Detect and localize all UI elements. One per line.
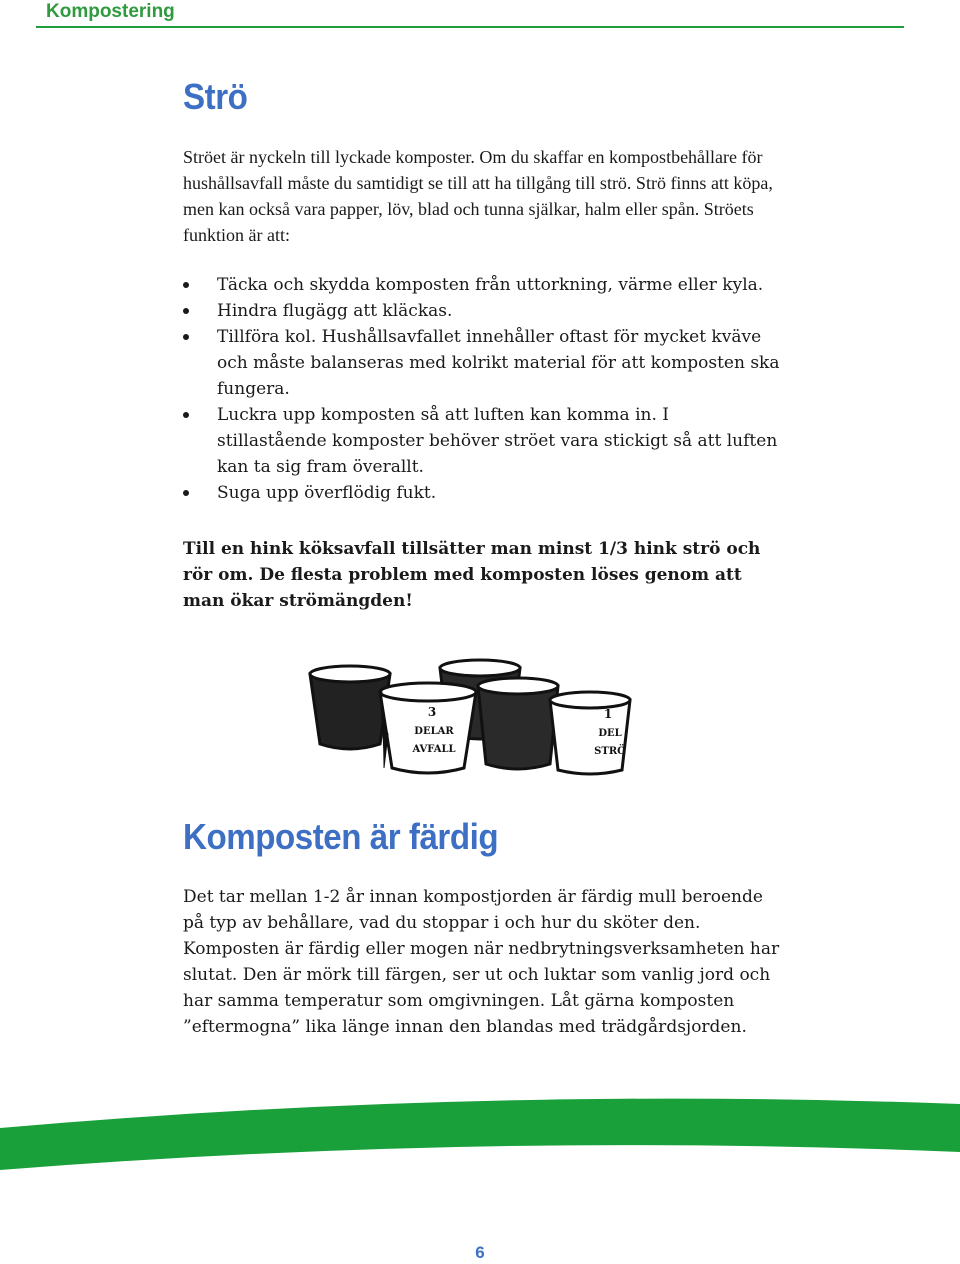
bucket-back-right xyxy=(478,686,558,769)
bucket-left-rim xyxy=(380,683,476,701)
list-item: Hindra flugägg att kläckas. xyxy=(183,298,783,324)
bucket-back-right-rim xyxy=(478,678,558,694)
list-item: Suga upp överflödig fukt. xyxy=(183,480,783,506)
bucket-left-line1: DELAR xyxy=(414,726,454,737)
list-item: Tillföra kol. Hushållsavfallet innehåller oftast för mycket kväve och måste balanseras med kolrikt material för att komposten ska fungera. xyxy=(183,324,783,402)
emphasis-paragraph: Till en hink köksavfall tillsätter man minst 1/3 hink strö och rör om. De flesta problem med komposten löses genom att man ökar strömängden! xyxy=(183,539,761,611)
intro-paragraph: Ströet är nyckeln till lyckade komposter. Om du skaffar en kompostbehållare för hushållsavfall måste du samtidigt se till att ha tillgång till strö. Strö finns att köpa, men kan också vara papper, löv, blad och tunna själkar, halm eller spån. Ströets funktion är att: xyxy=(183,147,773,245)
footer-green-band xyxy=(0,1090,960,1200)
header-title: Kompostering xyxy=(46,1,175,22)
list-item: Luckra upp komposten så att luften kan komma in. I stillastående komposter behöver ströet vara stickigt så att luften kan ta sig fram överallt. xyxy=(183,402,783,480)
body-paragraph: Det tar mellan 1-2 år innan kompostjorden är färdig mull beroende på typ av behållare, vad du stoppar i och hur du sköter den. Komposten är färdig eller mogen när nedbrytningsverksamheten har slutat. Den är mörk till färgen, ser ut och luktar som vanlig jord och har samma temperatur som omgivningen. Låt gärna komposten ”eftermogna” lika länge innan den blandas med trädgårdsjorden. xyxy=(183,887,780,1037)
bucket-back-left xyxy=(310,674,390,749)
bucket-back-middle-rim xyxy=(440,660,520,676)
list-item: Täcka och skydda komposten från uttorkning, värme eller kyla. xyxy=(183,272,783,298)
page-header xyxy=(36,0,904,28)
section-heading-stro: Strö xyxy=(183,76,248,117)
bucket-right-rim xyxy=(550,692,630,708)
bucket-right-number: 1 xyxy=(603,707,613,721)
bucket-right-line1: DEL xyxy=(598,728,622,739)
section-heading-komposten: Komposten är färdig xyxy=(183,816,499,857)
bucket-left-number: 3 xyxy=(427,705,437,719)
bucket-right-line2: STRÖ xyxy=(594,746,626,757)
bucket-back-left-rim xyxy=(310,666,390,682)
buckets-illustration xyxy=(300,656,640,778)
function-list xyxy=(183,272,783,506)
page-number: 6 xyxy=(475,1243,485,1262)
bucket-left-line2: AVFALL xyxy=(412,744,456,755)
